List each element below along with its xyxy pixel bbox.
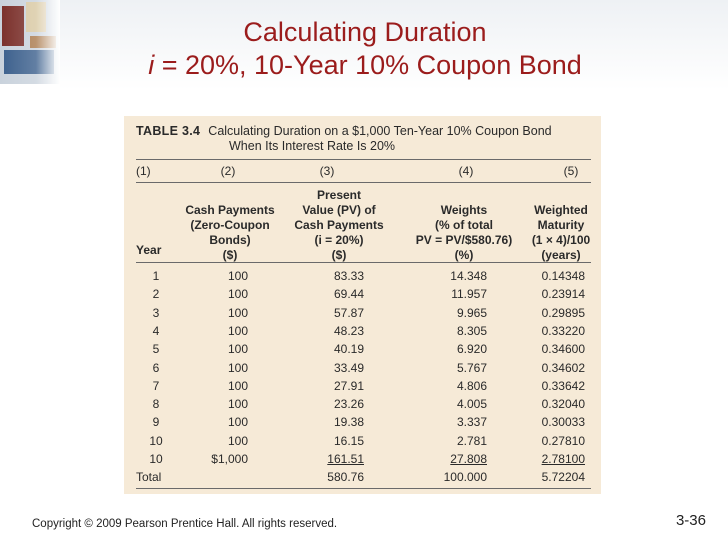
table-cell-col5: 0.14348 [541,269,585,283]
table-row [124,359,601,377]
table-cell-col2: 100 [227,342,248,357]
table-cell-col1: Total [136,470,162,485]
table-cell-col3: 69.44 [333,287,364,302]
rule-header-top [136,182,591,183]
slide-title-line2 [60,49,670,82]
table-cell-col2: 100 [227,378,248,393]
header-year: Year [136,243,162,257]
table-cell-col5: 2.78100 [541,452,585,466]
table-cell-col5: 0.30033 [541,415,585,430]
table-cell-col3: 16.15 [333,433,364,448]
table-row [124,413,601,431]
table-cell-col2: 100 [227,433,248,448]
table-label: TABLE 3.4 [136,124,201,138]
header-weighted-maturity: Weighted Maturity (1 × 4)/100 (years) [531,203,591,262]
table-row [124,468,601,486]
table-cell-col1: 10 [149,433,163,448]
table-cell-col4: 3.337 [456,415,487,430]
table-row [124,340,601,358]
table-cell-col3: 83.33 [333,269,364,283]
copyright-notice: Copyright © 2009 Pearson Prentice Hall. All rights reserved. [32,518,338,530]
table-cell-col4: 4.005 [456,397,487,412]
rule-header-bottom [136,262,591,263]
table-cell-col1: 6 [152,360,160,375]
table-cell-col5: 0.34602 [541,360,585,375]
rule-bottom [136,488,591,489]
table-cell-col1: 1 [152,269,160,283]
table-cell-col3: 23.26 [333,397,364,412]
table-cell-col3: 40.19 [333,342,364,357]
duration-table [124,116,601,494]
table-cell-col4: 8.305 [456,323,487,338]
table-cell-col5: 0.33642 [541,378,585,393]
caption-line2: When Its Interest Rate Is 20% [229,139,396,153]
table-cell-col3: 161.51 [327,452,364,466]
table-cell-col5: 5.72204 [541,470,585,485]
rule-top [136,159,591,160]
table-cell-col1: 10 [149,452,163,466]
table-cell-col4: 14.348 [450,269,487,283]
colnum-1: (1) [136,164,151,178]
table-cell-col2: 100 [227,360,248,375]
table-cell-col2: 100 [227,269,248,283]
colnum-5: (5) [563,164,579,178]
table-cell-col5: 0.29895 [541,305,585,320]
table-cell-col3: 57.87 [333,305,364,320]
table-cell-col1: 9 [152,415,160,430]
table-cell-col2: 100 [227,415,248,430]
table-cell-col1: 4 [152,323,160,338]
colnum-2: (2) [220,164,236,178]
table-cell-col2: $1,000 [211,452,248,466]
header-present-value: Present Value (PV) of Cash Payments (i = 20%) ($) [294,188,384,262]
title-italic-i: i [148,50,155,80]
header-cash-payments: Cash Payments (Zero-Coupon Bonds) ($) [185,203,275,262]
slide-title-line1: Calculating Duration [243,17,487,47]
table-cell-col2: 100 [227,287,248,302]
table-cell-col4: 2.781 [456,433,487,448]
table-cell-col4: 11.957 [451,287,487,302]
table-cell-col4: 5.767 [456,360,487,375]
table-cell-col5: 0.33220 [541,323,585,338]
slide-title [60,16,670,82]
table-cell-col3: 580.76 [327,470,364,485]
table-cell-col4: 27.808 [450,452,487,466]
table-cell-col3: 19.38 [333,415,364,430]
table-cell-col3: 33.49 [333,360,364,375]
table-row [124,450,601,468]
table-row [124,285,601,303]
table-row [124,377,601,395]
caption-line1: Calculating Duration on a $1,000 Ten-Year 10% Coupon Bond [208,124,552,138]
table-row [124,395,601,413]
table-cell-col1: 7 [152,378,160,393]
table-row [124,304,601,322]
table-cell-col5: 0.27810 [541,433,585,448]
header-weights: Weights (% of total PV = PV/$580.76) (%) [415,203,513,262]
table-row [124,267,601,285]
table-row [124,322,601,340]
table-cell-col4: 100.000 [443,470,487,485]
table-cell-col3: 27.91 [333,378,364,393]
colnum-4: (4) [458,164,474,178]
page-number: 3-36 [675,512,706,529]
table-cell-col1: 5 [152,342,160,357]
corner-photo-decoration [0,0,60,84]
table-cell-col2: 100 [227,323,248,338]
table-cell-col2: 100 [227,397,248,412]
table-cell-col3: 48.23 [333,323,364,338]
table-cell-col4: 4.806 [456,378,487,393]
table-cell-col5: 0.34600 [541,342,585,357]
table-cell-col4: 9.965 [456,305,487,320]
title-line2-rest: = 20%, 10-Year 10% Coupon Bond [154,50,582,80]
table-cell-col5: 0.32040 [541,397,585,412]
table-cell-col1: 2 [152,287,160,302]
table-caption [136,124,596,154]
table-cell-col1: 8 [152,397,160,412]
table-cell-col5: 0.23914 [541,287,585,302]
table-cell-col4: 6.920 [456,342,487,357]
table-cell-col1: 3 [152,305,160,320]
colnum-3: (3) [319,164,335,178]
table-row [124,432,601,450]
table-cell-col2: 100 [227,305,248,320]
